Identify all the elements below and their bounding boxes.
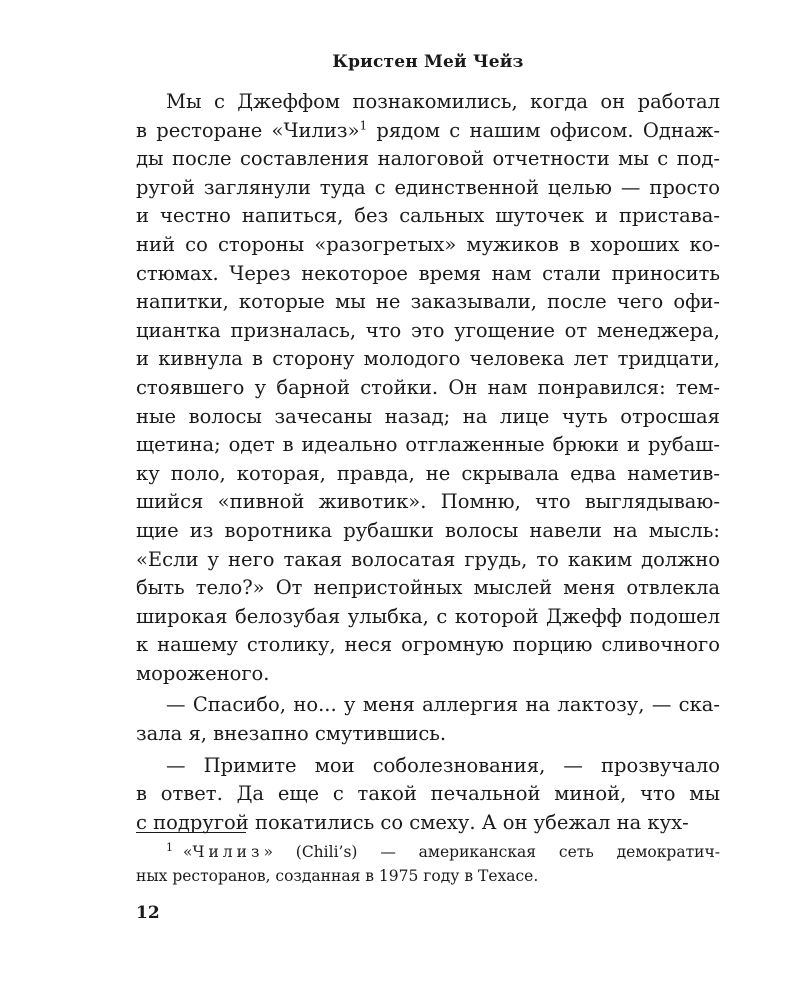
text-line: «Если у него такая волосатая грудь, то каким должно (136, 547, 720, 571)
body-text (136, 88, 720, 837)
paragraph (136, 752, 720, 838)
running-header: Кристен Мей Чейз (332, 52, 524, 72)
text-line: напитки, которые мы не заказывали, после чего офи- (136, 290, 720, 314)
paragraphs-container (136, 88, 720, 837)
text-line: щетина; одет в идеально отглаженные брюки и рубаш- (136, 433, 720, 457)
text-line: к нашему столику, неся огромную порцию сливочного (136, 633, 720, 657)
page-number: 12 (136, 903, 160, 923)
footnote-term: Чилиз (192, 843, 264, 861)
text-line: и кивнула в сторону молодого человека лет тридцати, (136, 347, 720, 371)
footnote-text: (Chili’s) — американская сеть демократич- (272, 843, 720, 861)
text-line: ний со стороны «разогретых» мужиков в хороших ко- (136, 232, 720, 256)
text-line (136, 117, 720, 146)
text-line: в ответ. Да еще с такой печальной миной, что мы (136, 782, 720, 806)
paragraph (136, 691, 720, 748)
text-line: мороженого. (136, 661, 270, 685)
text-line: быть тело?» От непристойных мыслей меня отвлекла (136, 576, 720, 600)
text-line: циантка призналась, что это угощение от менеджера, (136, 318, 720, 342)
footnote-number: 1 (166, 840, 173, 854)
footnote-divider (136, 832, 246, 833)
text-line: ругой заглянули туда с единственной целью — просто (136, 175, 720, 199)
text-line: ды после составления налоговой отчетности мы с под- (136, 147, 720, 171)
paragraph (136, 88, 720, 688)
footnote-line: $^1$ «Чилиз» (Chili’s) — американская сеть демократич- (166, 840, 720, 861)
text-line: ку поло, которая, правда, не скрывала едва наметив- (136, 461, 720, 485)
text-line: — Примите мои соболезнования, — прозвучало (166, 753, 720, 777)
footnote (136, 840, 720, 888)
text-line: и честно напиться, без сальных шуточек и пристава- (136, 204, 720, 228)
text-segment: рядом с нашим офисом. Однаж- (367, 118, 720, 142)
text-line: с подругой покатились со смеху. А он убежал на кух- (136, 810, 689, 834)
text-line: щие из воротника рубашки волосы навели на мысль: (136, 518, 720, 542)
text-line: ные волосы зачесаны назад; на лице чуть отросшая (136, 404, 720, 428)
text-segment: в ресторане «Чилиз» (136, 118, 360, 142)
text-line: зала я, внезапно смутившись. (136, 722, 447, 746)
footnote-reference: 1 (359, 118, 368, 133)
text-line: стоявшего у барной стойки. Он нам понравился: тем- (136, 375, 720, 399)
text-line: широкая белозубая улыбка, с которой Джефф подошел (136, 604, 720, 628)
text-line: шийся «пивной животик». Помню, что выглядываю- (136, 490, 720, 514)
text-line: стюмах. Через некоторое время нам стали приносить (136, 261, 720, 285)
text-line: Мы с Джеффом познакомились, когда он работал (166, 90, 720, 113)
text-line: — Спасибо, но... у меня аллергия на лактозу, — ска- (166, 693, 720, 717)
footnote-line: ных ресторанов, созданная в 1975 году в Техасе. (136, 867, 539, 885)
